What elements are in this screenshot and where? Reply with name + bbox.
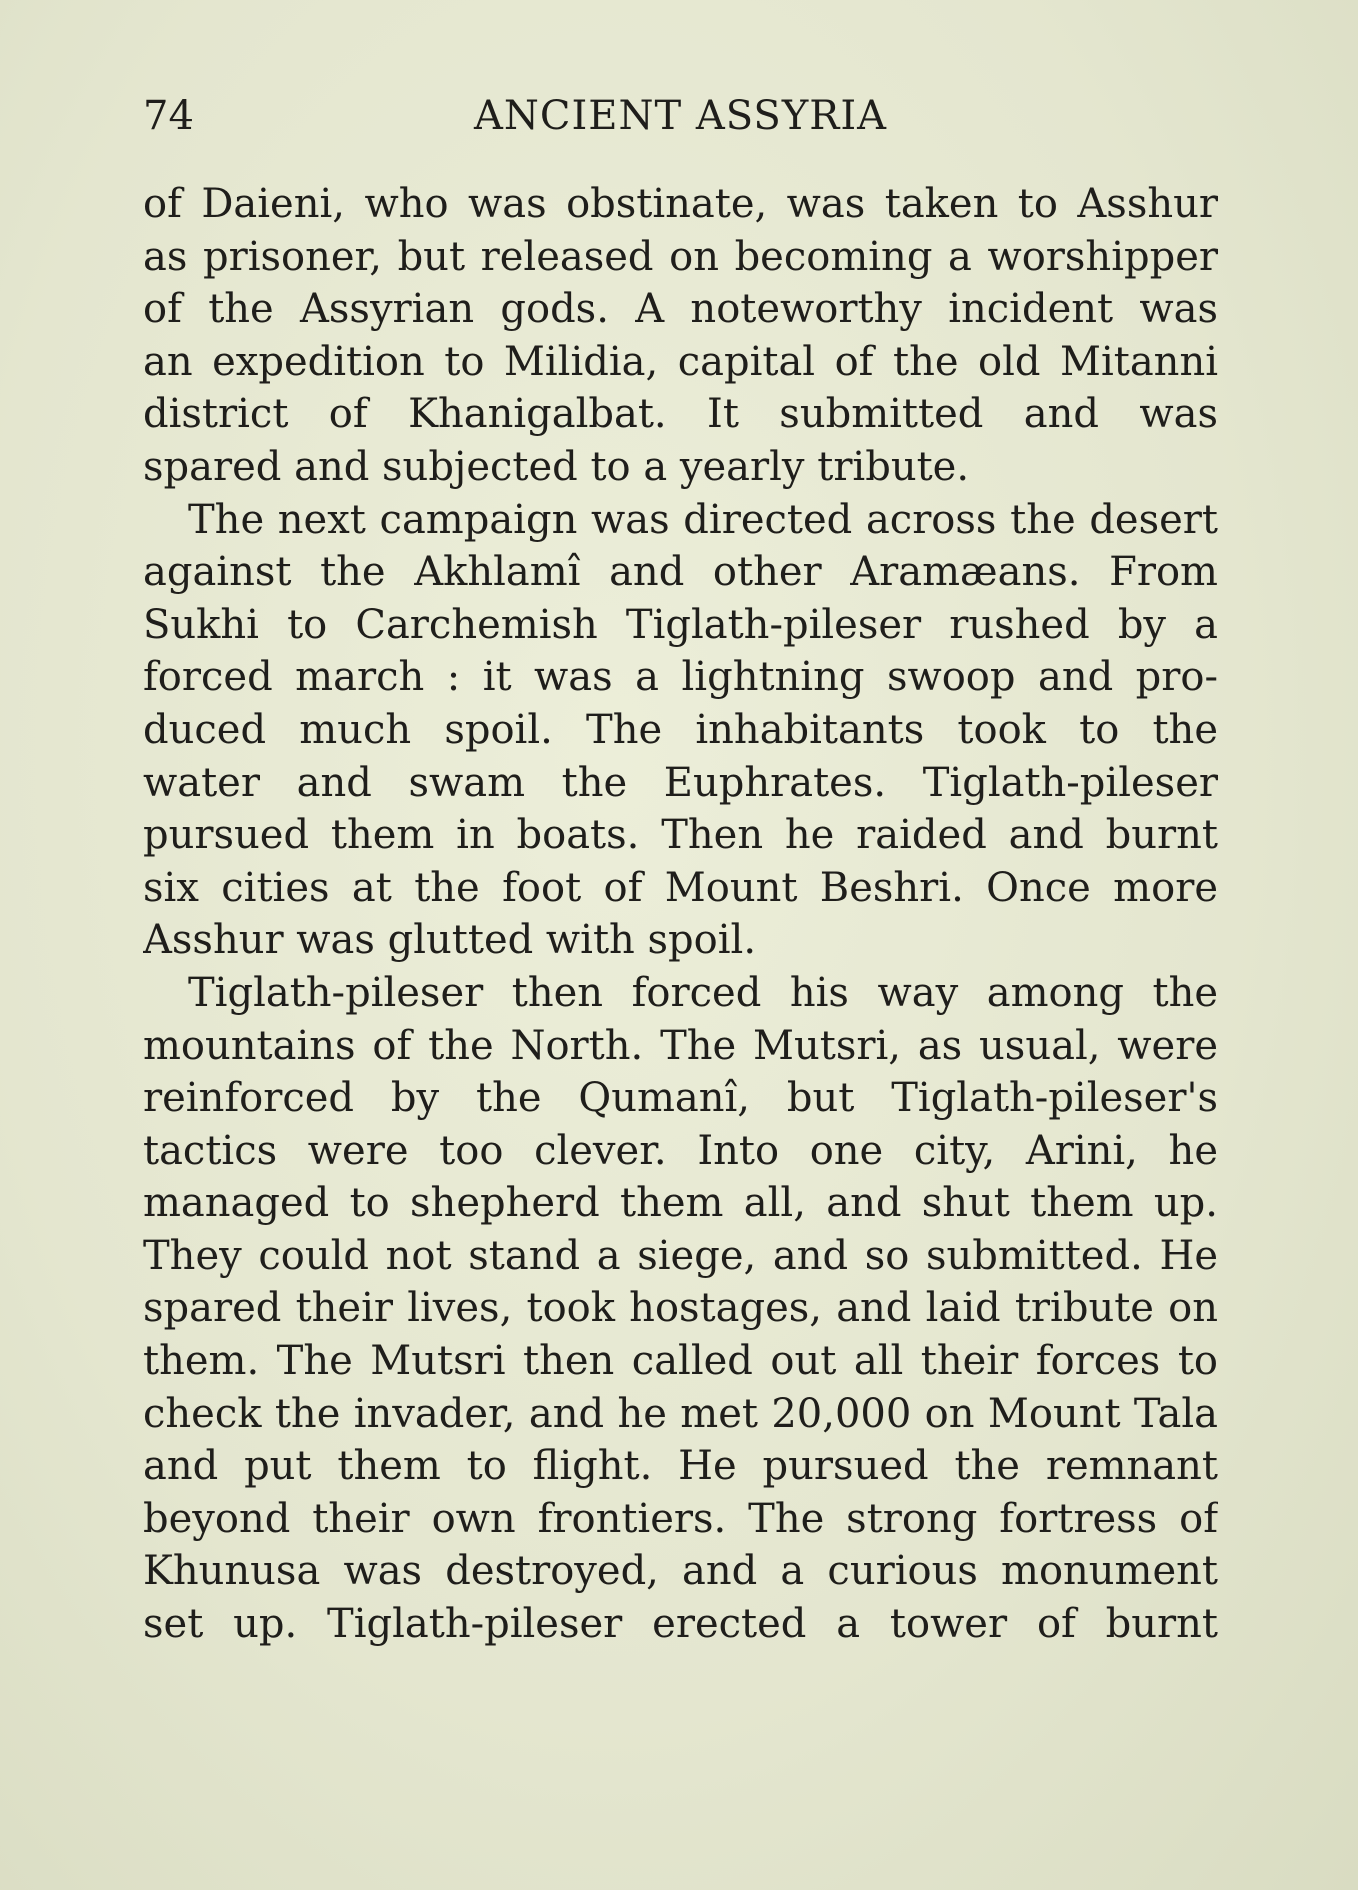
text-line: water and swam the Euphrates. Tiglath-pileser <box>143 759 1218 806</box>
text-line: district of Khanigalbat. It submitted and was <box>143 391 1218 438</box>
text-line: The next campaign was directed across the desert <box>188 496 1218 543</box>
text-line: of Daieni, who was obstinate, was taken to Asshur <box>143 181 1218 227</box>
text-line: check the invader, and he met 20,000 on Mount Tala <box>143 1390 1218 1437</box>
page-number: 74 <box>143 93 194 139</box>
text-line: pursued them in boats. Then he raided and burnt <box>143 812 1218 859</box>
text-line: spared and subjected to a yearly tribute. <box>143 443 970 490</box>
running-head: ANCIENT ASSYRIA <box>473 93 888 139</box>
text-line: beyond their own frontiers. The strong fortress of <box>143 1495 1218 1542</box>
text-line: them. The Mutsri then called out all their forces to <box>143 1338 1218 1385</box>
text-line: forced march : it was a lightning swoop and pro- <box>143 654 1218 701</box>
body-text <box>143 178 1218 1651</box>
text-line: managed to shepherd them all, and shut them up. <box>143 1180 1218 1227</box>
text-line: Tiglath-pileser then forced his way among the <box>188 969 1218 1016</box>
text-line: tactics were too clever. Into one city, Arini, he <box>143 1127 1218 1174</box>
text-line: They could not stand a siege, and so submitted. He <box>143 1232 1218 1279</box>
text-line: Khunusa was destroyed, and a curious monument <box>143 1548 1218 1595</box>
page-header <box>143 88 1218 144</box>
text-line: Sukhi to Carchemish Tiglath-pileser rushed by a <box>143 601 1218 648</box>
text-line: of the Assyrian gods. A noteworthy incident was <box>143 286 1218 333</box>
text-line: and put them to flight. He pursued the remnant <box>143 1443 1218 1490</box>
text-line: Asshur was glutted with spoil. <box>143 917 757 964</box>
text-line: duced much spoil. The inhabitants took to the <box>143 706 1218 753</box>
text-line: mountains of the North. The Mutsri, as usual, were <box>143 1022 1218 1069</box>
text-line: an expedition to Milidia, capital of the old Mitanni <box>143 338 1218 385</box>
text-line: against the Akhlamî and other Aramæans. From <box>143 549 1218 596</box>
text-line: reinforced by the Qumanî, but Tiglath-pileser's <box>143 1075 1218 1122</box>
text-line: six cities at the foot of Mount Beshri. Once more <box>143 864 1218 911</box>
text-line: spared their lives, took hostages, and laid tribute on <box>143 1285 1218 1332</box>
text-line: as prisoner, but released on becoming a worshipper <box>143 233 1218 280</box>
text-line: set up. Tiglath-pileser erected a tower of burnt <box>143 1601 1218 1648</box>
